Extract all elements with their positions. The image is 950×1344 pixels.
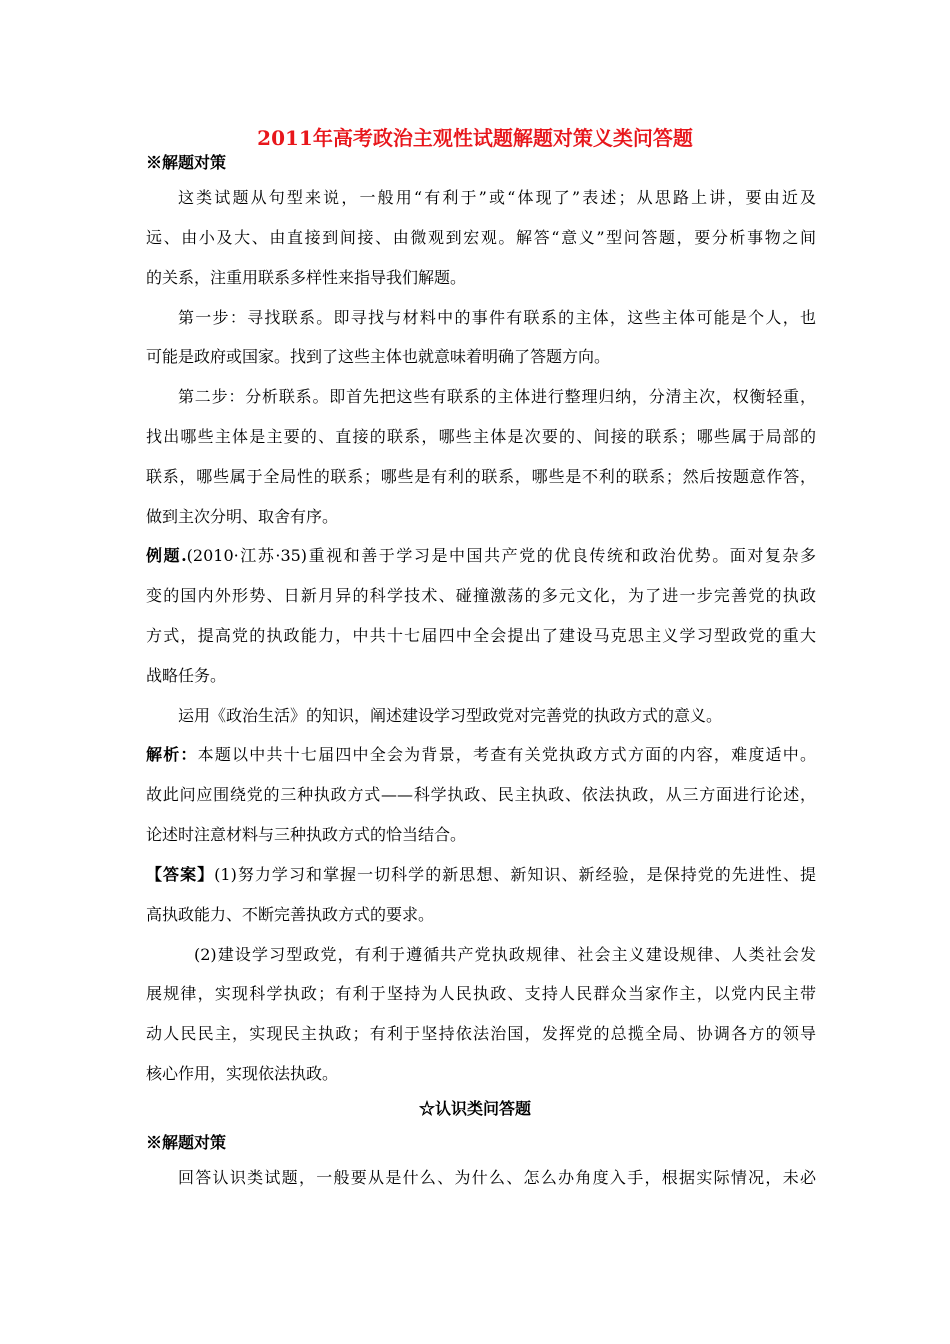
paragraph-line: 这类试题从句型来说，一般用“有利于”或“体现了”表述；从思路上讲，要由近及 [178,188,816,207]
example-first-line [146,545,816,567]
paragraph-line: 远、由小及大、由直接到间接、由微观到宏观。解答“意义”型问答题，要分析事物之间 [146,228,816,247]
paragraph-line: 方式，提高党的执政能力，中共十七届四中全会提出了建设马克思主义学习型政党的重大 [146,626,816,645]
paragraph-line: 变的国内外形势、日新月异的科学技术、碰撞激荡的多元文化，为了进一步完善党的执政 [146,586,816,605]
answer-text: (1)努力学习和掌握一切科学的新思想、新知识、新经验，是保持党的先进性、提 [214,865,816,884]
section-heading-cognition: ☆认识类问答题 [418,1099,531,1118]
document-title: 2011年高考政治主观性试题解题对策义类问答题 [257,126,693,150]
paragraph-line: 论述时注意材料与三种执政方式的恰当结合。 [146,825,467,844]
analysis-label: 解析： [146,745,198,764]
analysis-text: 本题以中共十七届四中全会为背景，考查有关党执政方式方面的内容，难度适中。 [197,745,816,764]
paragraph-line: 的关系，注重用联系多样性来指导我们解题。 [146,268,467,287]
paragraph-line: 联系，哪些属于全局性的联系；哪些是有利的联系，哪些是不利的联系；然后按题意作答， [146,467,816,486]
paragraph-line: 找出哪些主体是主要的、直接的联系，哪些主体是次要的、间接的联系；哪些属于局部的 [146,427,816,446]
paragraph-line: 动人民民主，实现民主执政；有利于坚持依法治国，发挥党的总揽全局、协调各方的领导 [146,1024,816,1043]
paragraph-line: 战略任务。 [146,666,227,685]
paragraph-line: (2)建设学习型政党，有利于遵循共产党执政规律、社会主义建设规律、人类社会发 [194,945,816,964]
paragraph-line: 展规律，实现科学执政；有利于坚持为人民执政、支持人民群众当家作主，以党内民主带 [146,984,816,1003]
example-text: (2010·江苏·35)重视和善于学习是中国共产党的优良传统和政治优势。面对复杂多 [186,546,816,565]
paragraph-line: 核心作用，实现依法执政。 [146,1064,339,1083]
paragraph-line: 回答认识类试题，一般要从是什么、为什么、怎么办角度入手，根据实际情况，未必 [178,1168,816,1187]
section-heading-strategy: ※解题对策 [146,153,227,172]
paragraph-line: 做到主次分明、取舍有序。 [146,507,339,526]
analysis-first-line [146,744,816,766]
example-question: 运用《政治生活》的知识，阐述建设学习型政党对完善党的执政方式的意义。 [178,706,723,725]
paragraph-line: 第一步：寻找联系。即寻找与材料中的事件有联系的主体，这些主体可能是个人，也 [178,308,816,327]
paragraph-line: 第二步：分析联系。即首先把这些有联系的主体进行整理归纳，分清主次，权衡轻重， [178,387,816,406]
answer-label: 【答案】 [146,865,215,884]
answer-first-line [146,864,816,886]
section-subheading-strategy: ※解题对策 [146,1133,227,1152]
paragraph-line: 故此问应围绕党的三种执政方式——科学执政、民主执政、依法执政，从三方面进行论述， [146,785,816,804]
example-label: 例题. [146,546,187,565]
paragraph-line: 高执政能力、不断完善执政方式的要求。 [146,905,435,924]
paragraph-line: 可能是政府或国家。找到了这些主体也就意味着明确了答题方向。 [146,347,611,366]
